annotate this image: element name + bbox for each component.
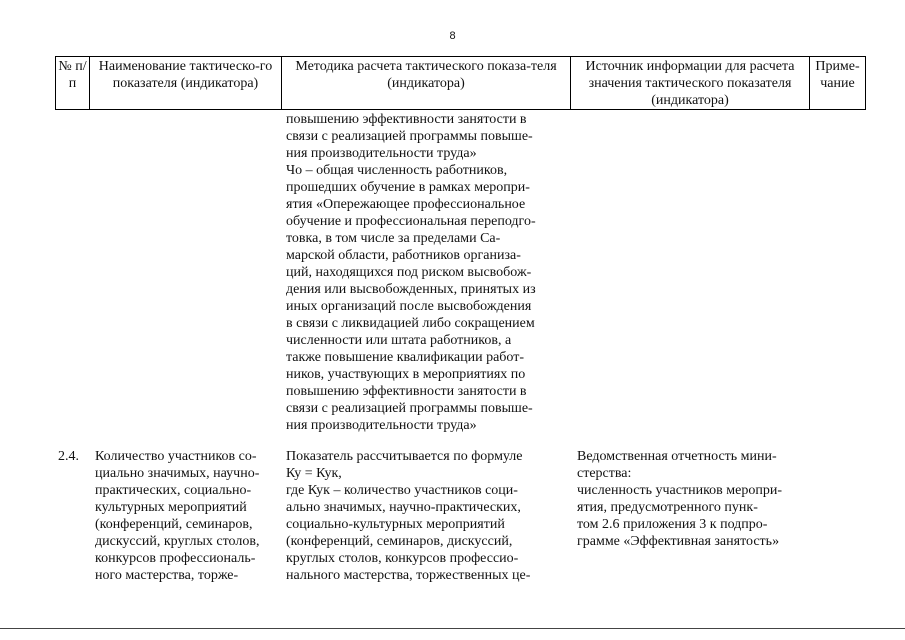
- text-line: том 2.6 приложения 3 к подпро-: [577, 517, 768, 532]
- text-line: конкурсов профессиональ-: [95, 551, 256, 566]
- text-line: социально-культурных мероприятий: [286, 517, 505, 532]
- text-line: культурных мероприятий: [95, 500, 247, 515]
- text-line: круглых столов, конкурсов профессио-: [286, 551, 519, 566]
- text-line: практических, социально-: [95, 483, 252, 498]
- text-line: ников, участвующих в мероприятиях по: [286, 367, 526, 382]
- text-line: численность участников меропри-: [577, 483, 782, 498]
- text-line: связи с реализацией программы повыше-: [286, 129, 533, 144]
- text-line: ций, находящихся под риском высвобож-: [286, 265, 532, 280]
- continuation-method-text: [286, 111, 566, 434]
- header-col-name: Наименование тактическо-го показателя (индикатора): [90, 57, 282, 110]
- text-line: также повышение квалификации работ-: [286, 350, 525, 365]
- text-line: иных организаций после высвобождения: [286, 299, 532, 314]
- formula: Ку = Кук,: [286, 466, 342, 481]
- text-line: циально значимых, научно-: [95, 466, 260, 481]
- text-line: где Кук – количество участников соци-: [286, 483, 518, 498]
- page-bottom-border: [0, 628, 905, 629]
- table-header: [55, 56, 866, 110]
- text-line: Чо – общая численность работников,: [286, 163, 508, 178]
- text-line: обучение и профессиональная переподго-: [286, 214, 536, 229]
- text-line: марской области, работников организа-: [286, 248, 521, 263]
- text-line: (конференций, семинаров, дискуссий,: [286, 534, 513, 549]
- text-line: ного мастерства, торже-: [95, 568, 239, 583]
- header-col-method: Методика расчета тактического показа-теля (индикатора): [282, 57, 571, 110]
- header-col-note: Приме-чание: [810, 57, 866, 110]
- page-number: 8: [449, 30, 456, 42]
- information-source-text: [577, 448, 805, 550]
- text-line: численности или штата работников, а: [286, 333, 512, 348]
- text-line: дискуссий, круглых столов,: [95, 534, 260, 549]
- text-line: (конференций, семинаров,: [95, 517, 253, 532]
- text-line: в связи с ликвидацией либо сокращением: [286, 316, 535, 331]
- text-line: ятия, предусмотренного пунк-: [577, 500, 758, 515]
- header-col-number: № п/п: [56, 57, 90, 110]
- row-number: 2.4.: [58, 449, 79, 464]
- method-intro: Показатель рассчитывается по формуле: [286, 449, 523, 464]
- text-line: грамме «Эффективная занятость»: [577, 534, 780, 549]
- text-line: прошедших обучение в рамках меропри-: [286, 180, 530, 195]
- text-line: ния производительности труда»: [286, 146, 477, 161]
- text-line: стерства:: [577, 466, 632, 481]
- text-line: товка, в том числе за пределами Са-: [286, 231, 501, 246]
- text-line: ния производительности труда»: [286, 418, 477, 433]
- text-line: повышению эффективности занятости в: [286, 384, 527, 399]
- text-line: Ведомственная отчетность мини-: [577, 449, 777, 464]
- text-line: связи с реализацией программы повыше-: [286, 401, 533, 416]
- text-line: ально значимых, научно-практических,: [286, 500, 521, 515]
- text-line: дения или высвобожденных, принятых из: [286, 282, 536, 297]
- calculation-method-text: [286, 448, 566, 584]
- text-line: ятия «Опережающее профессиональное: [286, 197, 526, 212]
- text-line: нального мастерства, торжественных це-: [286, 568, 531, 583]
- indicator-name-text: [95, 448, 278, 584]
- text-line: Количество участников со-: [95, 449, 257, 464]
- text-line: повышению эффективности занятости в: [286, 112, 527, 127]
- header-col-source: Источник информации для расчета значения тактического показателя (индикатора): [571, 57, 810, 110]
